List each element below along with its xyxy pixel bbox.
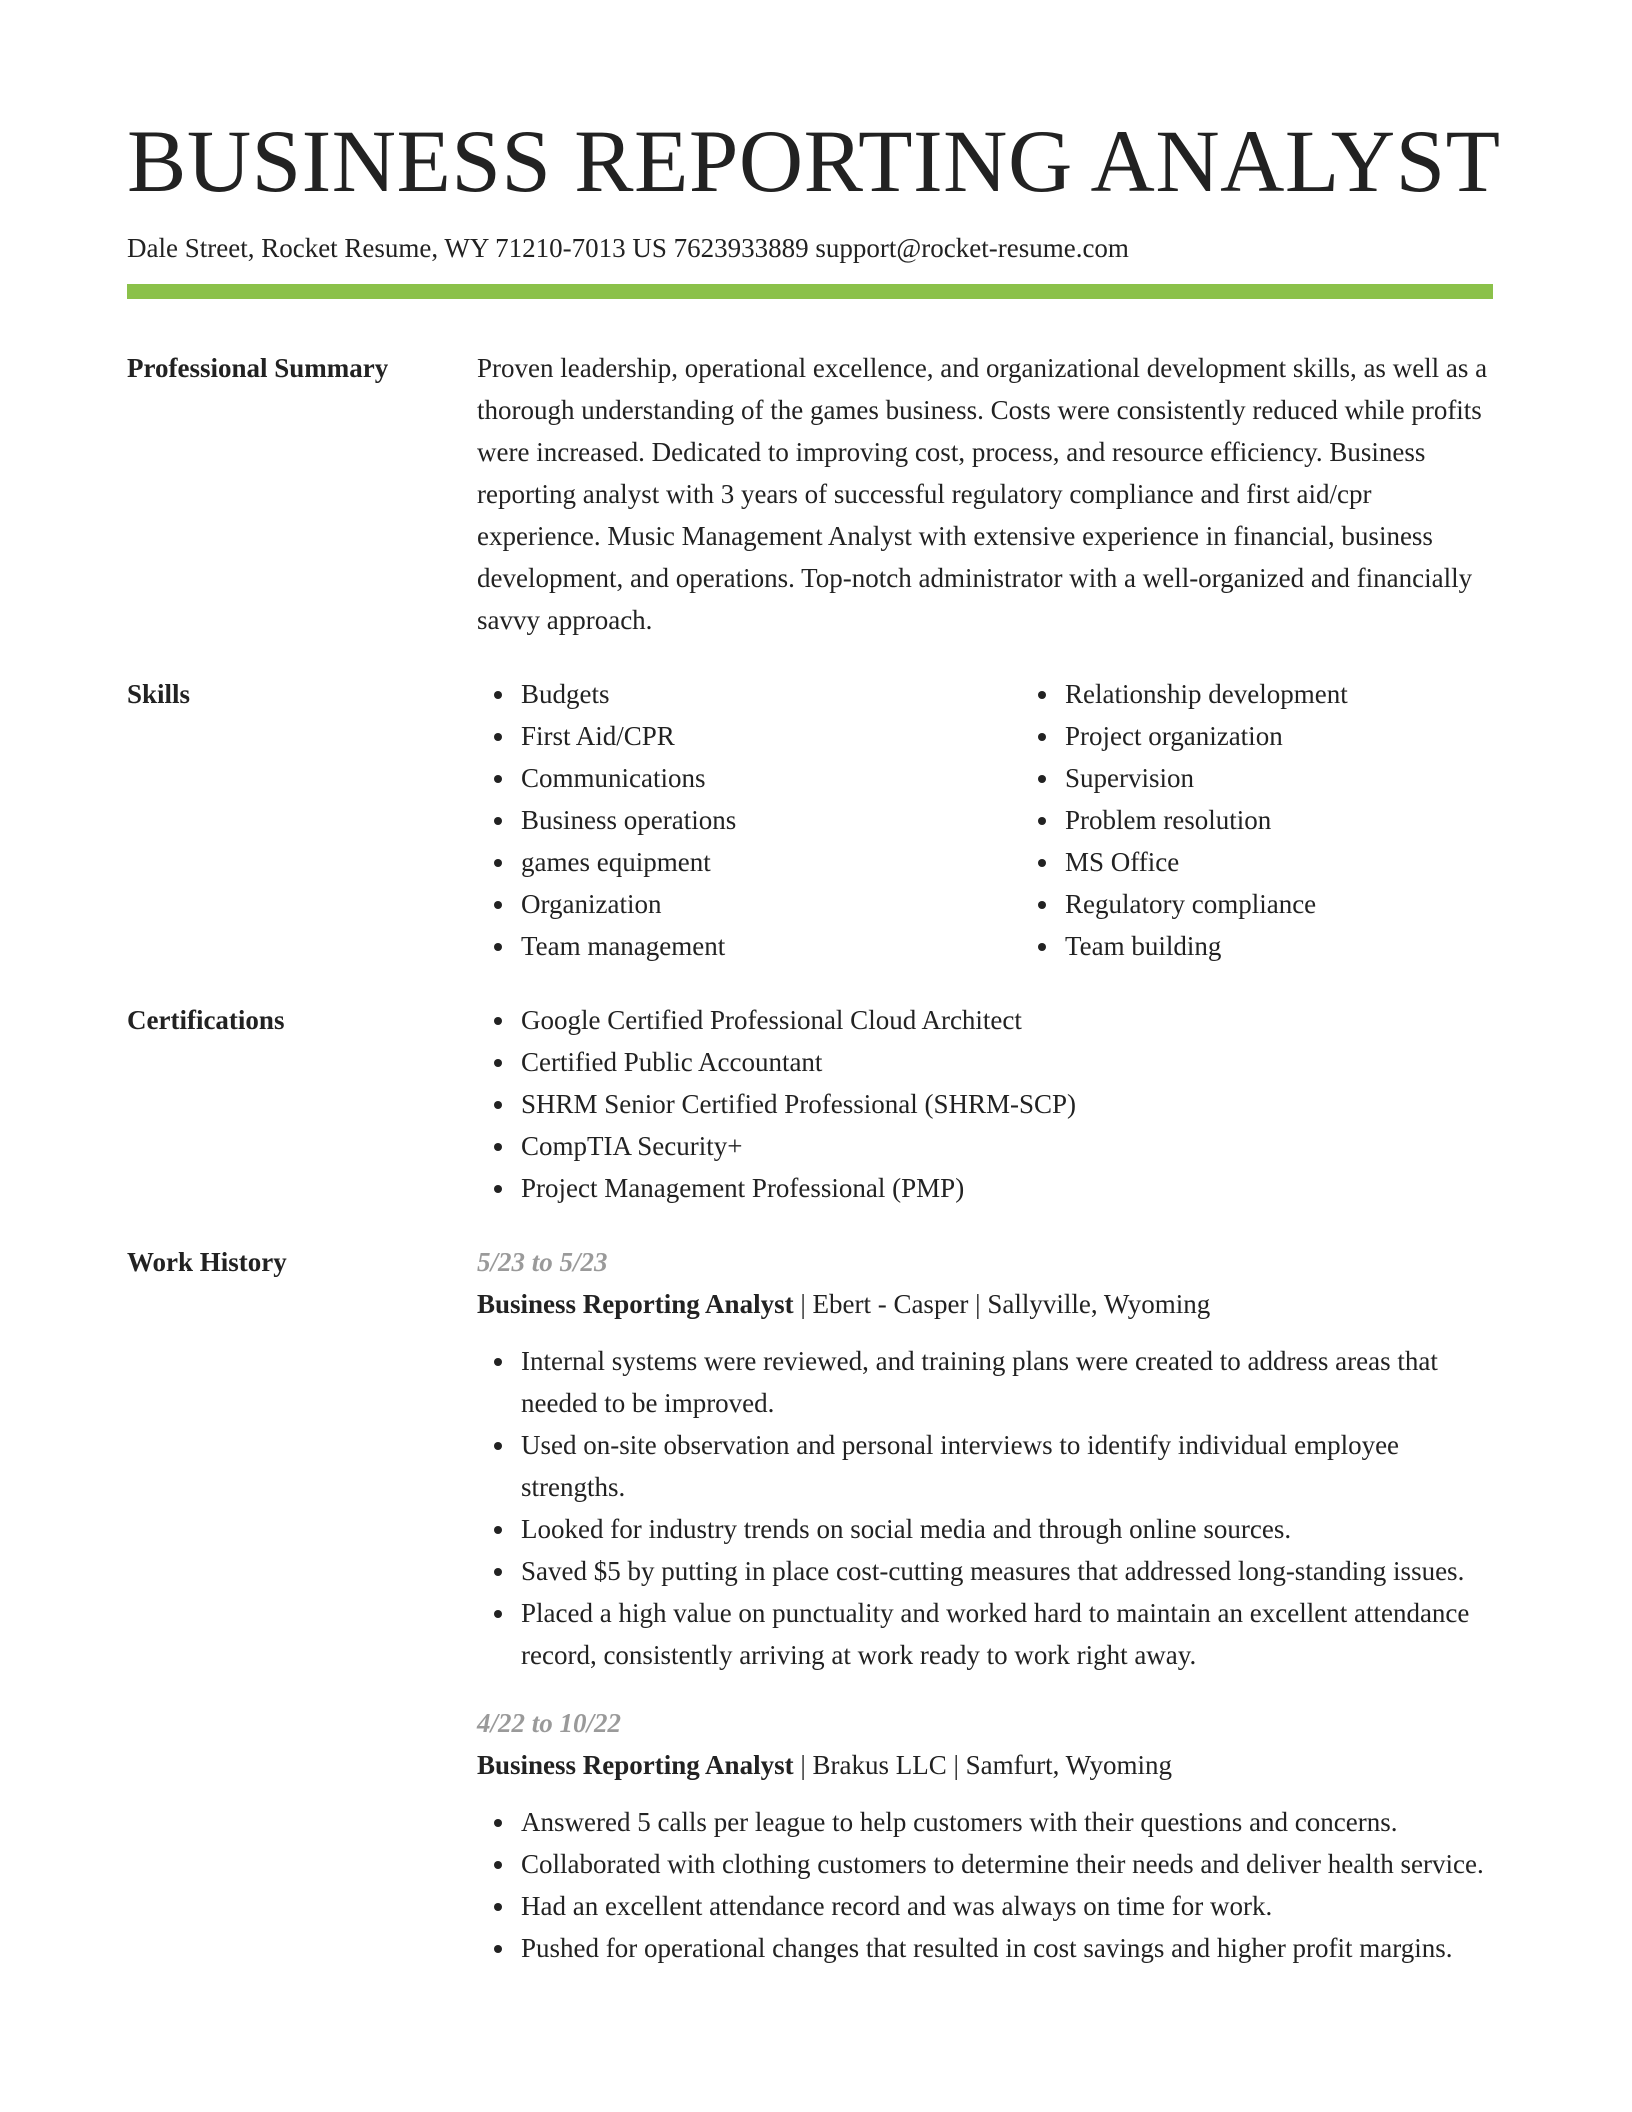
skill-item: Team building	[1065, 925, 1348, 967]
job-employer-location: | Brakus LLC | Samfurt, Wyoming	[793, 1750, 1172, 1780]
certification-item: SHRM Senior Certified Professional (SHRM-SCP)	[521, 1083, 1493, 1125]
skill-item: Communications	[521, 757, 1021, 799]
certifications-list	[477, 999, 1493, 1209]
job-title: Business Reporting Analyst	[477, 1289, 794, 1319]
certification-item: Google Certified Professional Cloud Architect	[521, 999, 1493, 1041]
job-entry	[477, 1702, 1493, 1969]
work-history-section	[127, 1241, 1493, 1995]
job-bullet: Answered 5 calls per league to help customers with their questions and concerns.	[521, 1801, 1493, 1843]
resume-sections	[127, 347, 1493, 2027]
skill-item: Budgets	[521, 673, 1021, 715]
job-bullet: Saved $5 by putting in place cost-cutting measures that addressed long-standing issues.	[521, 1550, 1493, 1592]
job-dates: 5/23 to 5/23	[477, 1247, 608, 1277]
job-dates: 4/22 to 10/22	[477, 1708, 622, 1738]
job-bullets	[477, 1340, 1493, 1676]
skill-item: Team management	[521, 925, 1021, 967]
skill-item: Relationship development	[1065, 673, 1348, 715]
job-bullet: Collaborated with clothing customers to determine their needs and deliver health service.	[521, 1843, 1493, 1885]
section-label-summary: Professional Summary	[127, 353, 389, 383]
skill-item: Problem resolution	[1065, 799, 1348, 841]
skill-item: Regulatory compliance	[1065, 883, 1348, 925]
section-label-skills: Skills	[127, 679, 191, 709]
certification-item: Certified Public Accountant	[521, 1041, 1493, 1083]
job-title: Business Reporting Analyst	[477, 1750, 794, 1780]
section-label-certifications: Certifications	[127, 1005, 285, 1035]
certification-item: Project Management Professional (PMP)	[521, 1167, 1493, 1209]
skill-item: First Aid/CPR	[521, 715, 1021, 757]
section-label-work-history: Work History	[127, 1247, 287, 1277]
summary-section	[127, 347, 1493, 641]
job-bullet: Had an excellent attendance record and was always on time for work.	[521, 1885, 1493, 1927]
skill-item: MS Office	[1065, 841, 1348, 883]
job-entry	[477, 1241, 1493, 1676]
skills-grid	[477, 673, 1493, 967]
job-bullet: Pushed for operational changes that resulted in cost savings and higher profit margins.	[521, 1927, 1493, 1969]
certification-item: CompTIA Security+	[521, 1125, 1493, 1167]
skill-item: Project organization	[1065, 715, 1348, 757]
certifications-section	[127, 999, 1493, 1209]
job-bullets	[477, 1801, 1493, 1969]
skills-list-left	[477, 673, 1021, 967]
skills-section	[127, 673, 1493, 967]
job-employer-location: | Ebert - Casper | Sallyville, Wyoming	[793, 1289, 1211, 1319]
skill-item: Business operations	[521, 799, 1021, 841]
skills-list-right	[1021, 673, 1348, 967]
job-bullet: Placed a high value on punctuality and worked hard to maintain an excellent attendance record, consistently arriving at work ready to work right away.	[521, 1592, 1493, 1676]
job-header	[477, 1283, 1493, 1325]
skill-item: Organization	[521, 883, 1021, 925]
skill-item: games equipment	[521, 841, 1021, 883]
page-title: BUSINESS REPORTING ANALYST	[127, 113, 1501, 211]
job-bullet: Looked for industry trends on social media and through online sources.	[521, 1508, 1493, 1550]
skill-item: Supervision	[1065, 757, 1348, 799]
job-bullet: Used on-site observation and personal interviews to identify individual employee strengths.	[521, 1424, 1493, 1508]
summary-text: Proven leadership, operational excellence, and organizational development skills, as well as a thorough understanding of the games business. Costs were consistently reduced while profits were increased. Dedicated to improving cost, process, and resource efficiency. Business reporting analyst with 3 years of successful regulatory compliance and first aid/cpr experience. Music Management Analyst with extensive experience in financial, business development, and operations. Top-notch administrator with a well-organized and financially savvy approach.	[477, 353, 1488, 635]
contact-info: Dale Street, Rocket Resume, WY 71210-7013 US 7623933889 support@rocket-resume.com	[127, 233, 1129, 263]
job-bullet: Internal systems were reviewed, and training plans were created to address areas that needed to be improved.	[521, 1340, 1493, 1424]
job-header	[477, 1744, 1493, 1786]
accent-divider	[127, 284, 1493, 299]
